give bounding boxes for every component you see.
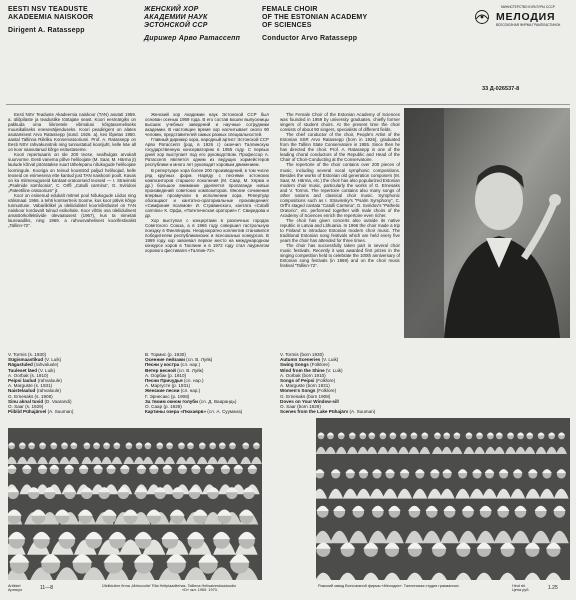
choir-photo-right-image [316, 418, 570, 580]
track-item [280, 409, 400, 414]
track-meta: (s. 1930) [26, 352, 47, 357]
track-meta: (s. 1908) [33, 393, 53, 399]
track-composer: O. Saar [8, 404, 24, 410]
track-title: Piiblid Pühajärvel [8, 409, 47, 415]
track-meta: (V. Luik) [37, 367, 55, 373]
english-paragraph: The Female Choir of the Estonian Academy of Sciences was founded in 1959 by university graduates, chiefly former singers of student choirs. At the present time the choir consists of about 90 singers, specialists of different fields. [280, 112, 400, 133]
track-title: Scenes from the Lake Pühajärv [280, 409, 349, 415]
english-paragraph: The choir has given concerts also outside its native republic in Latvia and Lithuania. In 1966 the choir made a trip to Finland to introduce Estonian modern choir music. The traditional Estonian song festivals which are held every five years the choir has attended for three times. [280, 217, 400, 244]
choir-photo-left-image [8, 428, 262, 580]
track-meta: (V. Luik) [320, 357, 339, 363]
footer-russian: Рижский завод Всесоюзной фирмы «Мелодия». Таллинская студия грамзаписи [318, 584, 459, 588]
track-composer: В. Тормис [145, 352, 167, 357]
estonian-text-column [8, 112, 136, 344]
russian-paragraph: Хор выступал с концертами в различных городах Советского Союза, а в 1966 году совершил гастрольную поездку в Финляндию. Неоднократно коллектив становился победителем республиканских и всесоюзных конкурсов. В 1969 году хор завоевал первое место на международном конкурсе хоров в Таллине и в 1972 году стал лауреатом хорового фестиваля «Таллин-72». [145, 217, 269, 254]
estonian-track-list [8, 352, 138, 414]
english-track-list [280, 352, 400, 414]
track-meta: (A. Suuman) [46, 409, 74, 415]
track-composer: A. Oorbak [280, 372, 301, 378]
estonian-paragraph: Koor on esinenud edukalt mitmel pool Nõukogude Liidus ning välismaal. 1966. a tehti kontsertreis Soome, kus koor pälvis kõrge tunnustuse. Vabariiklikel ja üleliidulistel koorivõistlustel on TAN naiskoor korduvalt tulnud esikohale. Koor võttis osa üleliidulisest amatöörkollektiivide ülevaatusest (1967), kus ta nimetati laureaadiks, ning 1969. a rahvusvahelisest koorifestivalist „Tallinn-72“. [8, 192, 136, 229]
price-label: Hind rbl. Цена руб. [512, 584, 530, 593]
track-composer: О. Саар [145, 404, 163, 410]
track-item [145, 409, 275, 414]
track-title: Песни у костра [145, 362, 180, 368]
track-meta: (сл. А. Суумана) [206, 409, 243, 415]
russian-paragraph: В репертуаре хора более 200 произведений, в том числе ряд крупных форм. Наряду с песнями эстонских композиторов старшего поколения (М. Саар, М. Хярма и др.) большое внимание уделяется пропаганде новых произведений советских композиторов. Многие сочинения впервые прозвучали в исполнении хора. Репертуар обогащают и кантатно-ораториальные произведения: «Симфония псалмов» И. Стравинского, кантата «Catulli carmina» К. Орфа, «Патетическая оратория» Г. Свиридова и др. [145, 167, 269, 218]
track-meta: (Folklore) [315, 388, 337, 394]
catalog-number: 33 Д-026537-8 [482, 86, 520, 92]
track-meta: (A. Suuman) [348, 409, 376, 415]
russian-title-line-3: ЭСТОНСКОЙ ССР [144, 22, 208, 29]
track-title: Songs of Peipsi [280, 378, 315, 384]
track-meta: (s. 1931) [32, 383, 53, 389]
track-meta: (р. 1931) [170, 383, 191, 389]
track-meta: (D. Vaarandi) [43, 398, 72, 404]
track-meta: (сл. Д. Ваарандь) [197, 398, 237, 404]
estonian-paragraph: Koori repertuaaris on üle 200 teose, sealhulgas arvukalt suurvorme. Eesti vanema põlve heliloojate (M. Saar, M. Härma jt) laulude kõrval pööratakse suurt tähelepanu nõukogude heliloojate loomingule. Kooriga on teinud koostööd paljud heliloojad, kelle teoseid on esimesena ette kantud just TAN naiskoori poolt. Kavas on ka mitmesuguseid kantaat-oratoorseid teoseid — I. Stravinski „Psalmide sümfoonia“, C. Orffi „Catulli carmina“, G. Sviridovi „Pateetiline oratoorium“ jt. [8, 152, 136, 193]
brand-name: МЕЛОДИЯ [496, 10, 556, 23]
track-composer: A. Oorbak [8, 372, 29, 378]
track-meta: (сл. нар.) [179, 362, 201, 368]
track-title: Осенние пейзажи [145, 357, 185, 363]
melodiya-logo [471, 6, 568, 28]
track-meta: (born 1931) [304, 383, 330, 389]
track-meta: (born 1908) [305, 393, 331, 399]
track-title: Картины озера «Пюхаярв» [145, 409, 207, 415]
english-title-line-2: OF THE ESTONIAN ACADEMY [262, 14, 368, 21]
article-code: 11—8 [40, 585, 53, 591]
russian-conductor: Дирижер Арво Ратассепп [144, 35, 241, 42]
estonian-title-line-1: EESTI NSV TEADUSTE [8, 6, 88, 13]
ministry-text: МИНИСТЕРСТВО КУЛЬТУРЫ СССР [501, 5, 555, 9]
track-title: Peipsi laulud [8, 378, 37, 384]
track-title: Autumn Sceneries [280, 357, 321, 363]
track-meta: (s. 1929) [23, 404, 44, 410]
track-title: Women's Songs [280, 388, 316, 394]
english-paragraph: The choir has successfully taken part in several choir music festivals. Recently it was awarded first prizes in the singing competition held to celebrate the 100th anniversary of Estonian song festivals (in 1969) and on the choir music festival “Tallinn-72”. [280, 243, 400, 269]
track-meta: (сл. В. Луйк) [175, 367, 204, 373]
track-composer: А. Маргусте [145, 383, 171, 389]
track-meta: (р. 1929) [162, 404, 182, 410]
russian-title-line-2: АКАДЕМИИ НАУК [144, 14, 208, 21]
firm-text: ВСЕСОЮЗНАЯ ФИРМА ГРАМПЛАСТИНОК [496, 22, 561, 27]
track-meta: (сл. В. Луйк) [184, 357, 213, 363]
russian-track-list [145, 352, 275, 414]
estonian-paragraph: Eesti NSV Teaduste Akadeemia naiskoor (TAN) asutati 1959. a. üliõpilaste ja teaduslike töötajate seast. Koori eesmärgiks on pakkuda oma liikmetele võimalusi kõrgtasemeliseks muusikaliseks eneseväljenduseks. Koori peadirigent on alates asutamisest Arvo Ratassepp (sünd. 1926. a), kes lõpetas 1950. aastal Tallinna Riikliku Konservatooriumi. Prof. A. Ratassepp on Eesti NSV rahvakunstnik ning tunnustatud koorijuht, kelle käe all on koor saavutanud kõrge esitustaseme. [8, 112, 136, 153]
estonian-header [8, 6, 158, 35]
track-meta: (rahvaluule) [35, 388, 61, 394]
track-title: Tuuleset läed [8, 367, 38, 373]
russian-paragraph: Женский хор Академии наук Эстонской ССР был основан осенью 1959 года. В его состав вошли выпускницы высших учебных заведений и научные сотрудники академии. В настоящее время хор насчитывает около 90 человек, представителей самых разных специальностей. [145, 112, 269, 138]
track-meta: (Folklore) [314, 378, 336, 384]
header-divider [6, 104, 570, 105]
track-composer: A. Marguste [280, 383, 305, 389]
track-title: Rägastuled [8, 362, 33, 368]
track-meta: (rahvaluule) [32, 362, 59, 368]
track-meta: (born 1929) [295, 404, 321, 410]
track-title: Sügismaastikud [8, 357, 44, 363]
conductor-photo-image [404, 108, 570, 338]
track-meta: (Folklore) [308, 362, 330, 368]
english-text-column [280, 112, 400, 320]
track-title: Песни Причудья [145, 378, 183, 384]
track-meta: (сл. нар.) [182, 378, 204, 384]
track-composer: G. Ernesaks [8, 393, 34, 399]
choir-photo-right [316, 418, 570, 580]
english-paragraph: The chief conductor of the choir, People's Artist of the Estonian SSR Arvo Ratassepp (born in 1926), graduated from the Tallinn State Conservatoire in 1955. Since then he has directed the choir. Prof. A. Ratassepp is one of the leading choral conductors of the Republic and Head of the Chair of Choir-Conducting at the Conservatoire. [280, 132, 400, 163]
english-title-line-3: OF SCIENCES [262, 22, 312, 29]
track-composer: V. Tormis [8, 352, 27, 357]
track-meta: (rahvaluule) [36, 378, 62, 384]
footer-estonian-text: Üleliiduline firma „Melooodia“ Riia Heliplaaditehas. Tallinna Helisalvestusstuudio [102, 584, 237, 588]
track-title: Wind from the Shine [280, 367, 325, 373]
track-meta: (born 1910) [300, 372, 326, 378]
track-composer: А. Оорбак [145, 372, 167, 378]
russian-paragraph: Главный дирижер хора, народный артист Эстонской ССР Арво Ратассепп (род. в 1926 г.) окончил Таллинскую государственную консерваторию в 1955 году. С первых дней хор выступает под его руководством. Профессор А. Ратассепп является одним из ведущих хормейстеров республики и много лет руководит хоровым движением. [145, 137, 269, 168]
english-title-line-1: FEMALE CHOIR [262, 6, 318, 13]
track-item [8, 409, 138, 414]
track-meta: (born 1930) [298, 352, 324, 357]
track-meta: (р. 1930) [166, 352, 186, 357]
russian-header [144, 6, 264, 43]
track-title: За твоим окном голуби [145, 398, 198, 404]
footer-estonian [102, 584, 302, 592]
track-title: Sinu aknal tuvid [8, 398, 44, 404]
price-value: 1.25 [548, 585, 558, 591]
track-composer: V. Tormis [280, 352, 299, 357]
track-title: Женские песни [145, 388, 180, 394]
track-meta: (р. 1910) [166, 372, 187, 378]
track-composer: O. Saar [280, 404, 296, 410]
track-title: Ветер весной [145, 367, 176, 373]
conductor-photo [404, 108, 570, 338]
track-meta: (V. Luik) [43, 357, 62, 363]
track-meta: (V. Luik) [324, 367, 343, 373]
estonian-conductor: Dirigent A. Ratassepp [8, 27, 85, 34]
english-conductor: Conductor Arvo Ratassepp [262, 35, 358, 42]
choir-photo-left [8, 428, 262, 580]
melodiya-emblem-icon [471, 10, 493, 24]
article-label: Artikkel Артикул [8, 584, 23, 593]
track-meta: (р. 1908) [169, 393, 190, 399]
track-composer: G. Ernesaks [280, 393, 306, 399]
track-title: Swing Songs [280, 362, 309, 368]
english-header [262, 6, 432, 43]
english-paragraph: The repertoire of the choir contains over 200 pieces of music, including several vocal symphonic compositions. Besides the works of Estonian old generation composers (M. Saar, M. Härma, etc.) the choir has also popularized Estonian modern choir music, particularly the works of G. Ernesaks and V. Tormis. The repertoire contains also many songs of other nations and classical choir music. Symphonic compositions such as I. Stravinsky's “Psalm Symphony”, C. Orff's staged cantata “Catulli Carmina”, G. Sviridov's “Pathetic Oratorio”, etc. performed together with male choirs of the Academy of Sciences enrich the repertoire even richer. [280, 162, 400, 218]
track-meta: (сл. нар.) [179, 388, 201, 394]
track-composer: A. Marguste [8, 383, 33, 389]
russian-title-line-1: ЖЕНСКИЙ ХОР [144, 6, 199, 13]
track-composer: Г. Эрнесакс [145, 393, 170, 399]
track-title: Doves on Your Window-sill [280, 398, 339, 404]
estonian-title-line-2: AKADEEMIA NAISKOOR [8, 14, 94, 21]
track-meta: (s. 1910) [28, 372, 49, 378]
track-title: Naistelaulud [8, 388, 36, 394]
footer-year: «D» зкл. 1969. 1973. [182, 588, 218, 593]
